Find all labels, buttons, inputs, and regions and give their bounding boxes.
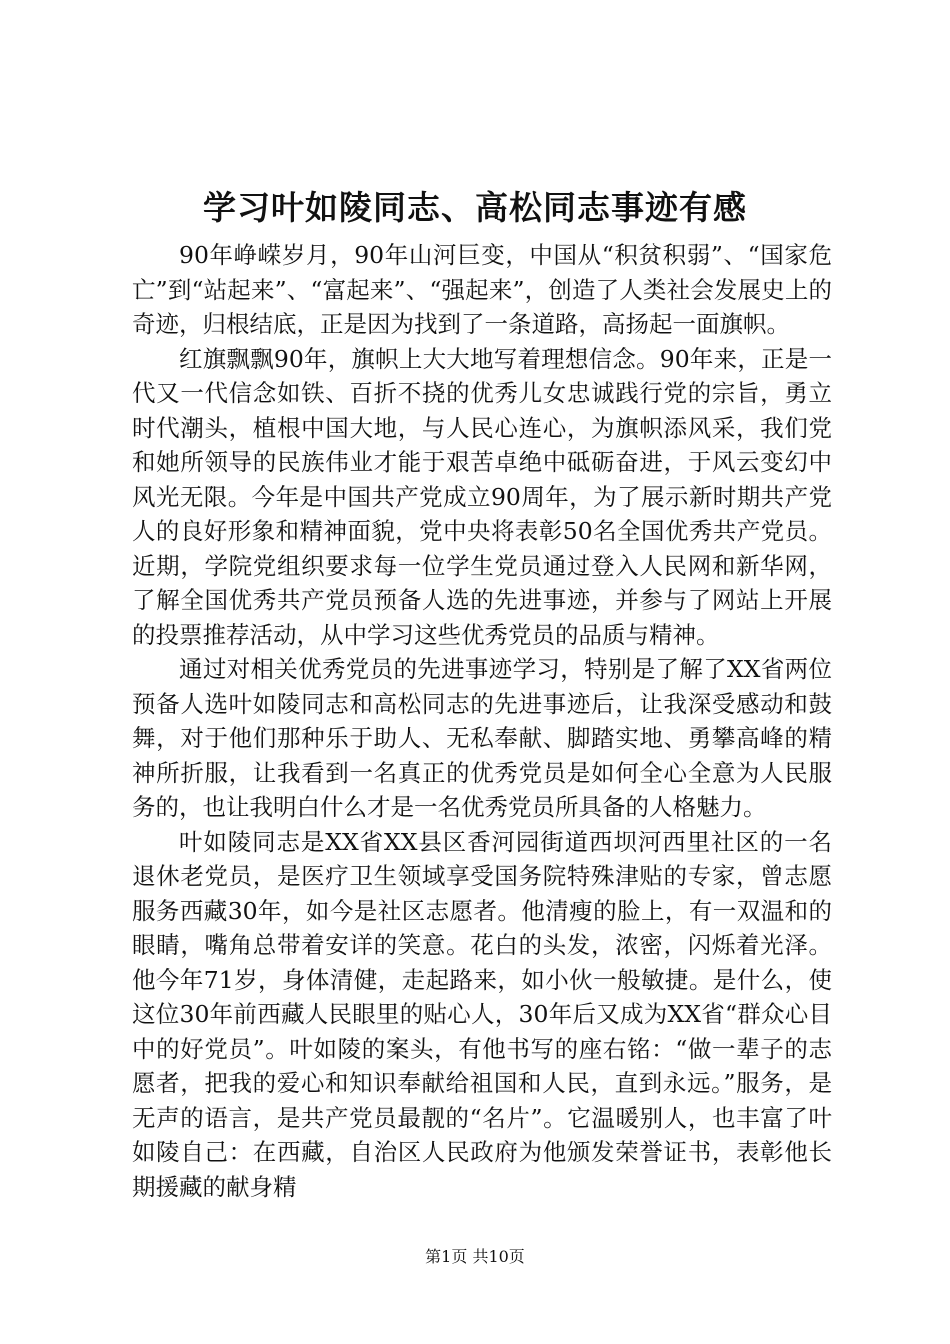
page-footer: 第1页 共10页 <box>425 1247 525 1266</box>
paragraph: 通过对相关优秀党员的先进事迹学习，特别是了解了XX省两位预备人选叶如陵同志和高松同志的先进事迹后，让我深受感动和鼓舞，对于他们那种乐于助人、无私奉献、脚踏实地、勇攀高峰的精神所折服，让我看到一名真正的优秀党员是如何全心全意为人民服务的，也让我明白什么才是一名优秀党员所具备的人格魅力。 <box>132 655 832 821</box>
document-title: 学习叶如陵同志、高松同志事迹有感 <box>203 188 747 227</box>
document-body <box>132 238 832 1204</box>
paragraph: 红旗飘飘90年，旗帜上大大地写着理想信念。90年来，正是一代又一代信念如铁、百折不挠的优秀儿女忠诚践行党的宗旨，勇立时代潮头，植根中国大地，与人民心连心，为旗帜添风采，我们党和她所领导的民族伟业才能于艰苦卓绝中砥砺奋进，于风云变幻中风光无限。今年是中国共产党成立90周年，为了展示新时期共产党人的良好形象和精神面貌，党中央将表彰50名全国优秀共产党员。近期，学院党组织要求每一位学生党员通过登入人民网和新华网，了解全国优秀共产党员预备人选的先进事迹，并参与了网站上开展的投票推荐活动，从中学习这些优秀党员的品质与精神。 <box>132 344 832 649</box>
paragraph: 叶如陵同志是XX省XX县区香河园街道西坝河西里社区的一名退休老党员，是医疗卫生领域享受国务院特殊津贴的专家，曾志愿服务西藏30年，如今是社区志愿者。他清瘦的脸上，有一双温和的眼睛，嘴角总带着安详的笑意。花白的头发，浓密，闪烁着光泽。他今年71岁，身体清健，走起路来，如小伙一般敏捷。是什么，使这位30年前西藏人民眼里的贴心人，30年后又成为XX省“群众心目中的好党员”。叶如陵的案头，有他书写的座右铭：“做一辈子的志愿者，把我的爱心和知识奉献给祖国和人民，直到永远。”服务，是无声的语言，是共产党员最靓的“名片”。它温暖别人，也丰富了叶如陵自己：在西藏，自治区人民政府为他颁发荣誉证书，表彰他长期援藏的献身精 <box>132 827 832 1201</box>
paragraph: 90年峥嵘岁月，90年山河巨变，中国从“积贫积弱”、“国家危亡”到“站起来”、“富起来”、“强起来”，创造了人类社会发展史上的奇迹，归根结底，正是因为找到了一条道路，高扬起一面旗帜。 <box>132 241 832 338</box>
